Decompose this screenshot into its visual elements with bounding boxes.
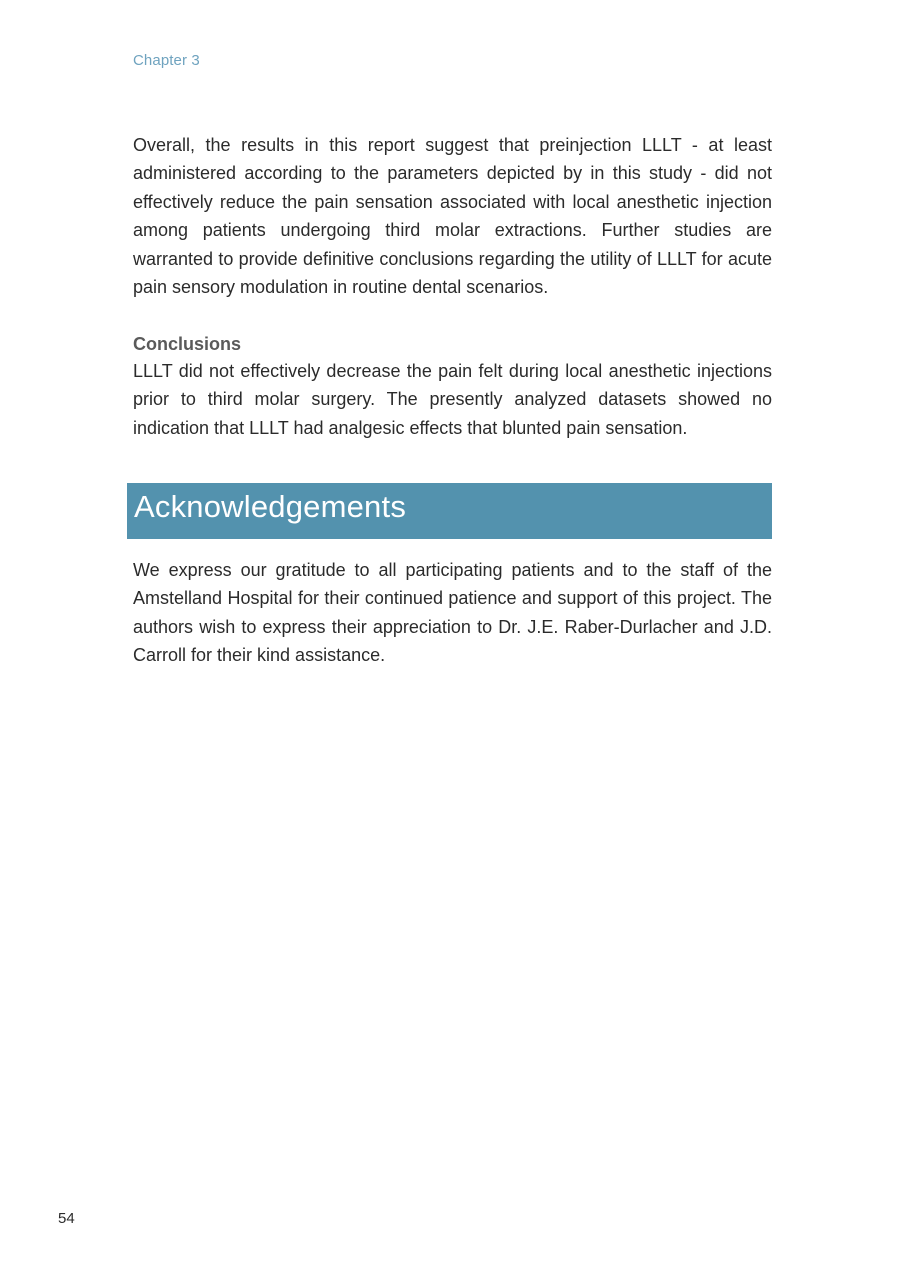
acknowledgements-paragraph: We express our gratitude to all participating patients and to the staff of the Amstelland Hospital for their continued patience and support of this project. The authors wish to express their appreciation to Dr. J.E. Raber-Durlacher and J.D. Carroll for their kind assistance.: [133, 560, 772, 666]
page-number: 54: [58, 1210, 75, 1227]
acknowledgements-title: Acknowledgements: [134, 489, 407, 524]
running-head: Chapter 3: [133, 52, 200, 69]
acknowledgements-banner: [127, 483, 772, 539]
conclusions-paragraph: LLLT did not effectively decrease the pain felt during local anesthetic injections prior to third molar surgery. The presently analyzed datasets showed no indication that LLLT had analgesic effects that blunted pain sensation.: [133, 361, 772, 438]
conclusions-heading: Conclusions: [133, 334, 242, 354]
discussion-paragraph: Overall, the results in this report suggest that preinjection LLLT - at least administered according to the parameters depicted by in this study - did not effectively reduce the pain sensation associated with local anesthetic injection among patients undergoing third molar extractions. Further studies are warranted to provide definitive conclusions regarding the utility of LLLT for acute pain sensory modulation in routine dental scenarios.: [133, 135, 772, 298]
